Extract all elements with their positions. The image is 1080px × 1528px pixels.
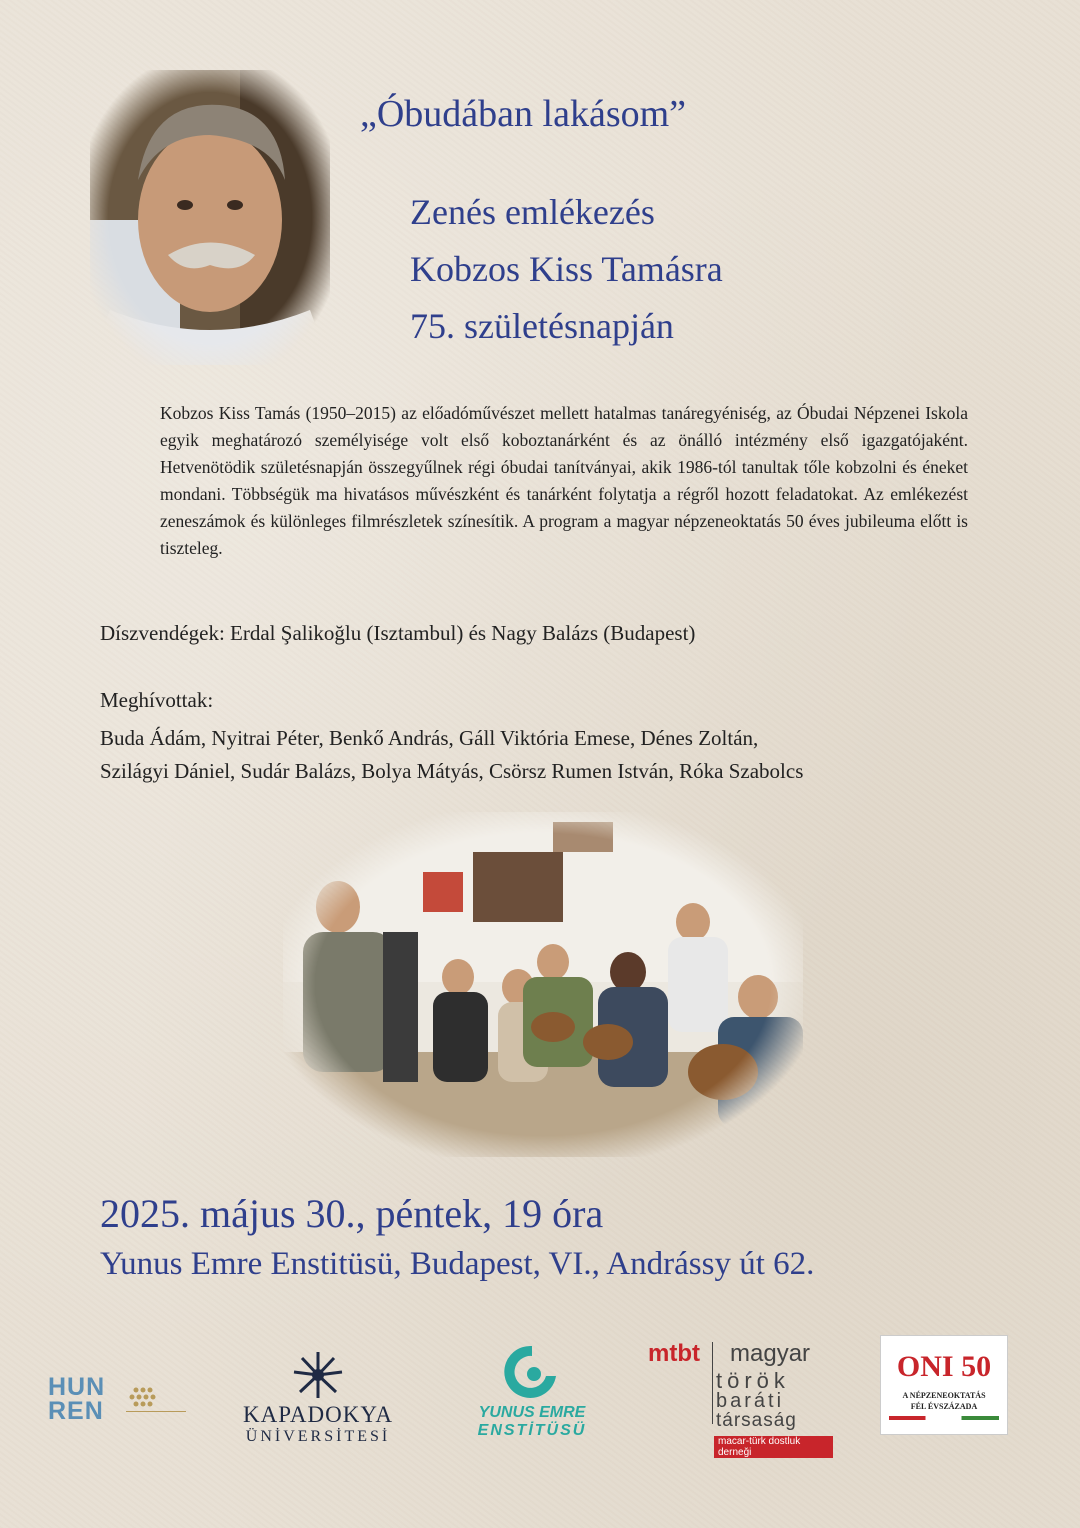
kapadokya-logo xyxy=(238,1350,398,1445)
event-date: 2025. május 30., péntek, 19 óra xyxy=(100,1191,604,1236)
guests-of-honour: Díszvendégek: Erdal Şalikoğlu (Isztambul) és Nagy Balázs (Budapest) xyxy=(100,621,696,645)
mtbt-word: baráti xyxy=(716,1390,785,1412)
invited-line: Szilágyi Dániel, Sudár Balázs, Bolya Mátyás, Csörsz Rumen István, Róka Szabolcs xyxy=(100,759,804,783)
invited-list xyxy=(100,722,1000,788)
subtitle-line: Kobzos Kiss Tamásra xyxy=(410,249,723,289)
oni50-logo xyxy=(880,1335,1008,1435)
mtbt-word: magyar xyxy=(730,1340,811,1367)
yunus-emre-name: YUNUS EMRE xyxy=(478,1404,586,1421)
mtbt-word: török xyxy=(716,1368,790,1393)
mtbt-word: társaság xyxy=(716,1410,797,1431)
oni50-flag-bar xyxy=(889,1416,999,1420)
oni50-subtitle: FÉL ÉVSZÁZADA xyxy=(910,1402,978,1411)
mtbt-tagline: macar-türk dostluk derneği xyxy=(714,1436,833,1458)
portrait-photo xyxy=(90,70,330,365)
group-photo xyxy=(283,812,803,1157)
yunus-emre-emblem-icon xyxy=(500,1342,564,1402)
invited-line: Buda Ádám, Nyitrai Péter, Benkő András, Gáll Viktória Emese, Dénes Zoltán, xyxy=(100,726,759,750)
subtitle-line: Zenés emlékezés xyxy=(410,192,655,232)
event-subtitle xyxy=(410,184,723,355)
yunus-emre-logo xyxy=(472,1342,592,1439)
kapadokya-emblem-icon xyxy=(290,1350,346,1400)
yunus-emre-subname: ENSTİTÜSÜ xyxy=(477,1422,587,1439)
kapadokya-subname: ÜNİVERSİTESİ xyxy=(245,1428,391,1445)
event-title: „Óbudában lakásom” xyxy=(360,93,687,135)
oni50-subtitle: A NÉPZENEOKTATÁS xyxy=(902,1391,986,1400)
event-venue: Yunus Emre Enstitüsü, Budapest, VI., Andrássy út 62. xyxy=(100,1246,815,1282)
intro-paragraph: Kobzos Kiss Tamás (1950–2015) az előadóművészet mellett hatalmas tanáregyéniség, az Óbudai Népzenei Iskola egyik meghatározó személyisége volt első koboztanárként és az önálló intézmény első igazgatójaként. Hetvenötödik születésnapján összegyűlnek régi óbudai tanítványai, akik 1986-tól tanultak tőle kobzolni és éneket mondani. Többségük ma hivatásos művészként és tanárként folytatja a régről hozott feladatokat. Az emlékezést zeneszámok és különleges filmrészletek színesítik. A program a magyar népzeneoktatás 50 éves jubileuma előtt is tiszteleg. xyxy=(160,403,968,558)
mtbt-logo xyxy=(648,1340,833,1458)
hunren-emblem-icon xyxy=(126,1385,186,1415)
invited-label: Meghívottak: xyxy=(100,688,214,712)
hunren-logo xyxy=(48,1375,208,1425)
oni50-title: ONI 50 xyxy=(896,1350,992,1383)
hunren-logo-text: HUN REN xyxy=(48,1373,106,1425)
mtbt-abbr: mtbt xyxy=(648,1340,700,1367)
subtitle-line: 75. születésnapján xyxy=(410,306,674,346)
mtbt-divider xyxy=(712,1342,713,1424)
kapadokya-name: KAPADOKYA xyxy=(242,1402,393,1427)
